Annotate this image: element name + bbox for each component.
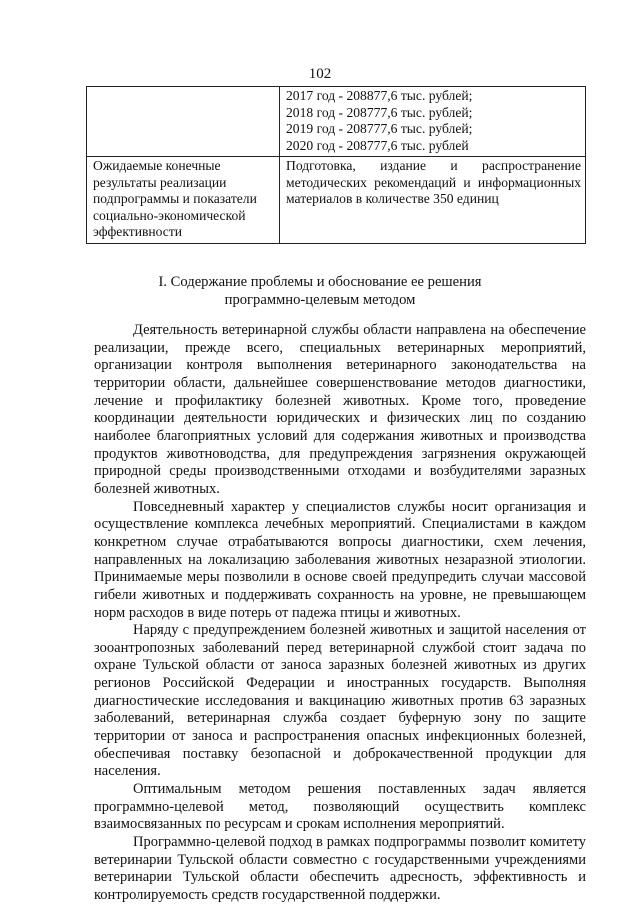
financing-line-2018: 2018 год - 208777,6 тыс. рублей;: [286, 104, 473, 120]
financing-line-2017: 2017 год - 208877,6 тыс. рублей;: [286, 88, 473, 103]
section-title: [0, 274, 640, 309]
financing-value-cell: [280, 87, 586, 157]
financing-line-2020: 2020 год - 208777,6 тыс. рублей: [286, 137, 469, 153]
expected-results-label: Ожидаемые конечные результаты реализации подпрограммы и показатели социально-экономической эффективности: [87, 157, 280, 244]
paragraph-4: Оптимальным методом решения поставленных задач является программно-целевой метод, позволяющий осуществить комплекс взаимосвязанных по ресурсам и срокам исполнения мероприятий.: [94, 781, 586, 833]
section-title-line-2: программно-целевым методом: [224, 291, 416, 308]
body-text: [94, 322, 586, 905]
paragraph-1: Деятельность ветеринарной службы области направлена на обеспечение реализации, прежде всего, специальных ветеринарных мероприятий, организации контроля выполнения ветеринарного законодательства на территории области, дальнейшее совершенствование методов диагностики, лечение и профилактику болезней животных. Кроме того, проведение координации деятельности юридических и физических лиц по созданию наиболее благоприятных условий для содержания животных и производства продуктов животноводства, для предупреждения загрязнения окружающей природной среды производственными отходами и возбудителями заразных болезней животных.: [94, 322, 586, 497]
subprogram-passport-table: [86, 86, 586, 244]
paragraph-3: Наряду с предупреждением болезней животных и защитой населения от зооантропозных заболеваний перед ветеринарной службой стоит задача по охране Тульской области от заноса заразных болезней животных из других регионов Российской Федерации и иностранных государств. Выполняя диагностические исследования и вакцинацию животных против 63 заразных заболеваний, ветеринарная служба создает буферную зону по защите территории от заноса и распространения опасных инфекционных болезней, обеспечивая поставку безопасной и доброкачественной продукции для населения.: [94, 622, 586, 780]
page-number: 102: [308, 66, 332, 82]
table-row-financing: [87, 87, 586, 157]
table-row-expected-results: [87, 157, 586, 244]
paragraph-5: Программно-целевой подход в рамках подпрограммы позволит комитету ветеринарии Тульской области совместно с государственными учреждениями ветеринарии Тульской области обеспечить адресность, эффективность и контролируемость средств государственной поддержки.: [94, 834, 586, 903]
section-title-line-1: I. Содержание проблемы и обоснование ее решения: [158, 274, 482, 290]
financing-label-cell: [87, 87, 280, 157]
financing-line-2019: 2019 год - 208777,6 тыс. рублей;: [286, 121, 473, 136]
expected-results-value: Подготовка, издание и распространение методических рекомендаций и информационных материалов в количестве 350 единиц: [280, 157, 586, 244]
paragraph-2: Повседневный характер у специалистов службы носит организация и осуществление комплекса лечебных мероприятий. Специалистами в каждом конкретном случае отрабатываются вопросы диагностики, схем лечения, направленных на локализацию заболевания животных незаразной этиологии. Принимаемые меры позволили в основе своей предупредить случаи массовой гибели животных и поддерживать сохранность на уровне, не превышающем норм расходов в виде потерь от падежа птицы и животных.: [94, 498, 586, 621]
